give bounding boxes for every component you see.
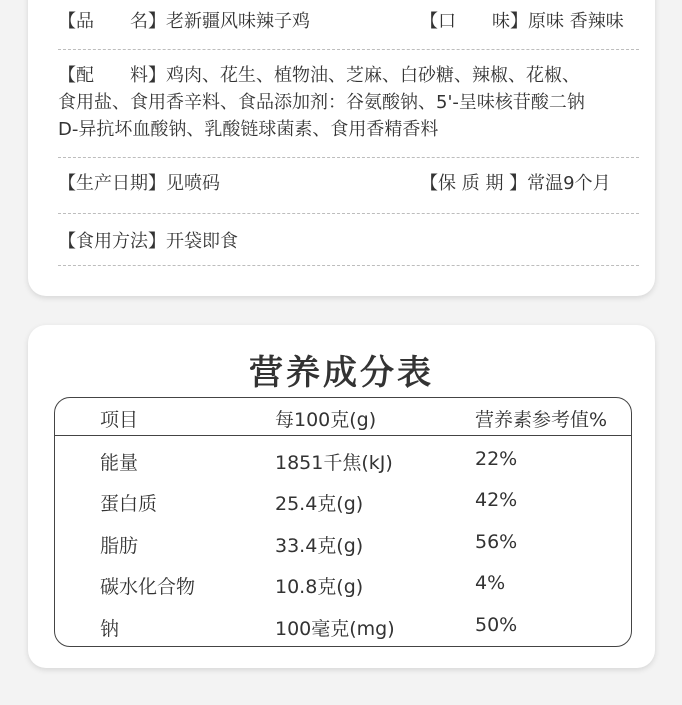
info-row-ingredients xyxy=(58,62,639,143)
row-fat-nrv: 56% xyxy=(475,531,518,553)
ingredients-line-3: D-异抗坏血酸钠、乳酸链球菌素、食用香精香料 xyxy=(58,119,439,140)
nutrition-facts-card xyxy=(28,325,655,668)
header-per-100g: 每100克(g) xyxy=(275,409,377,431)
flavor-text: 【口 味】原味 香辣味 xyxy=(420,11,624,32)
row-protein-name: 蛋白质 xyxy=(100,493,158,515)
table-header-divider xyxy=(55,435,631,436)
header-nrv: 营养素参考值% xyxy=(475,409,608,431)
nutrition-table xyxy=(54,397,632,647)
row-sodium-name: 钠 xyxy=(100,618,120,640)
info-row-date-shelf-life xyxy=(58,170,639,197)
production-date-text: 【生产日期】见喷码 xyxy=(58,173,220,194)
product-info-card xyxy=(28,0,655,296)
row-protein-nrv: 42% xyxy=(475,489,518,511)
dashed-divider xyxy=(58,213,639,214)
row-energy-name: 能量 xyxy=(100,452,139,474)
nutrition-title: 营养成分表 xyxy=(249,353,434,393)
row-fat-amount: 33.4克(g) xyxy=(275,535,364,557)
row-carbs-amount: 10.8克(g) xyxy=(275,576,364,598)
row-carbs-name: 碳水化合物 xyxy=(100,576,196,598)
row-energy-nrv: 22% xyxy=(475,448,518,470)
info-row-name-flavor xyxy=(58,8,639,35)
dashed-divider xyxy=(58,49,639,50)
dashed-divider xyxy=(58,157,639,158)
row-energy-amount: 1851千焦(kJ) xyxy=(275,452,393,474)
product-name-text: 【品 名】老新疆风味辣子鸡 xyxy=(58,11,310,32)
shelf-life-text: 【保 质 期 】常温9个月 xyxy=(420,173,611,194)
row-sodium-nrv: 50% xyxy=(475,614,518,636)
dashed-divider xyxy=(58,265,639,266)
header-item: 项目 xyxy=(100,409,139,431)
row-sodium-amount: 100毫克(mg) xyxy=(275,618,395,640)
row-carbs-nrv: 4% xyxy=(475,572,506,594)
info-row-usage xyxy=(58,228,639,255)
row-fat-name: 脂肪 xyxy=(100,535,139,557)
ingredients-line-2: 食用盐、食用香辛料、食品添加剂：谷氨酸钠、5'-呈味核苷酸二钠 xyxy=(58,92,585,113)
ingredients-line-1: 【配 料】鸡肉、花生、植物油、芝麻、白砂糖、辣椒、花椒、 xyxy=(58,65,580,86)
usage-text: 【食用方法】开袋即食 xyxy=(58,231,238,252)
row-protein-amount: 25.4克(g) xyxy=(275,493,364,515)
